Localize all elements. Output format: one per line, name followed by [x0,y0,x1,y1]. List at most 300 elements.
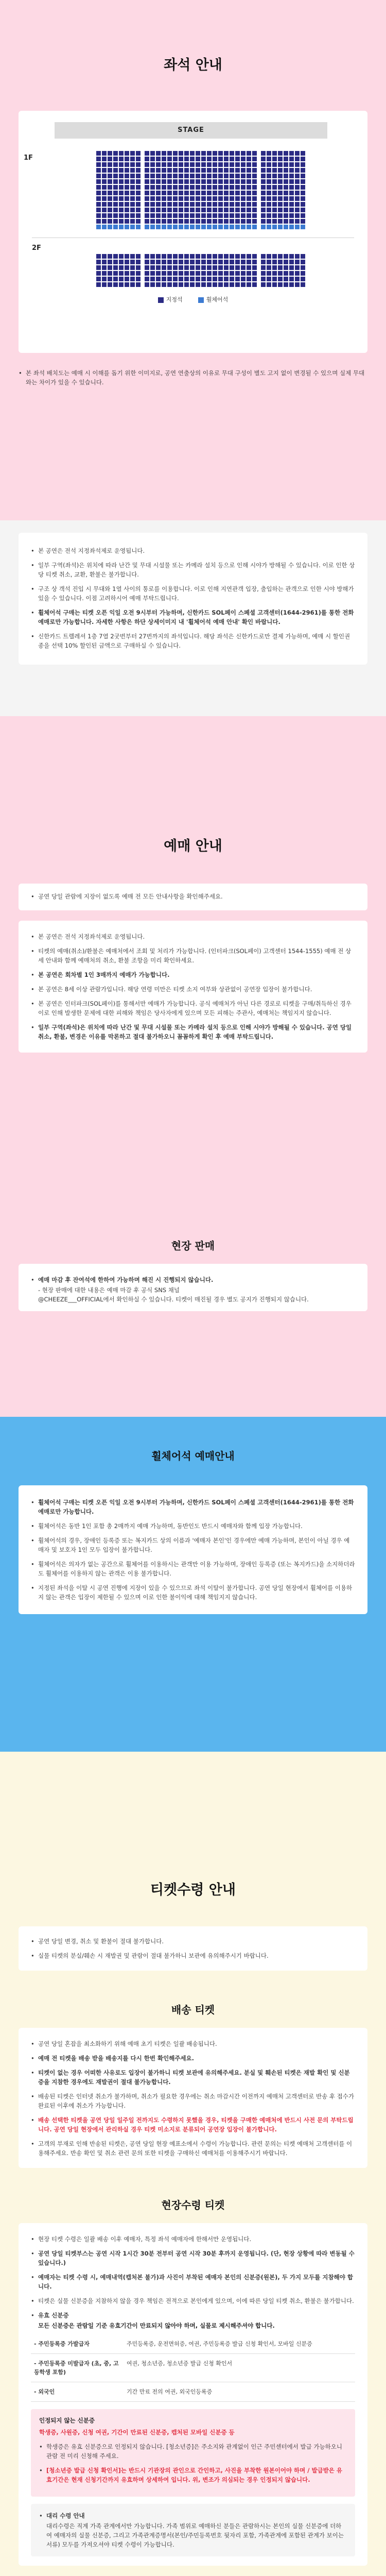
seat [96,271,101,276]
seat [284,254,288,259]
seat-row [47,219,354,224]
seat [96,219,101,224]
seat [136,191,141,195]
seat [213,208,217,212]
seat [241,179,245,184]
seat [241,151,245,156]
seat [284,260,288,264]
seat [167,225,172,229]
seat [173,213,178,218]
seat [247,179,251,184]
seat [267,202,271,207]
seat [235,219,240,224]
seat [136,213,141,218]
seat [196,260,200,264]
seat [150,265,155,270]
seat [218,282,223,287]
seat [261,174,266,178]
seat [241,191,245,195]
seat [173,282,178,287]
seat [167,185,172,190]
seat [196,282,200,287]
seat [224,282,229,287]
seat [252,157,257,161]
seat [252,208,257,212]
seat [201,151,206,156]
seat [301,282,305,287]
seat [179,282,183,287]
seat [201,265,206,270]
seat [284,265,288,270]
seat [130,213,135,218]
seat [207,219,212,224]
seat [173,225,178,229]
seat [213,185,217,190]
seat [96,191,101,195]
seat [150,157,155,161]
delivery-rule-item: • 고객의 부재로 인해 반송된 티켓은, 공연 당일 현장 예표소에서 수령이 가능합니다. 관련 문의는 티켓 예매처 고객센터를 이용해주세요. 반송 확인 및 취소 관련 문의 또한 티켓을 구매하신 예매처를 이용해주시기 바랍니다. [31,2139,355,2158]
seat [190,179,195,184]
seat [173,185,178,190]
seat [224,277,229,281]
seat [252,225,257,229]
seat [156,254,161,259]
seat [235,157,240,161]
seat [184,254,189,259]
seat [108,265,112,270]
seat [184,196,189,201]
seat [295,282,300,287]
seat [136,254,141,259]
seat [224,202,229,207]
seat [261,208,266,212]
seat [113,196,118,201]
seat [252,271,257,276]
seat [145,225,149,229]
seat [145,213,149,218]
seat [184,260,189,264]
seat [224,271,229,276]
seat [130,254,135,259]
seat [156,213,161,218]
seat [136,196,141,201]
seat [113,277,118,281]
seat [119,271,124,276]
seat [184,202,189,207]
seat [247,271,251,276]
seat [108,202,112,207]
seat [301,179,305,184]
seat [213,162,217,167]
seat [113,185,118,190]
seat [190,157,195,161]
seat [145,162,149,167]
seat [230,202,234,207]
seat [190,162,195,167]
seat [241,277,245,281]
seat [130,277,135,281]
booking-rule-item: • 본 공연은 8세 이상 관람가입니다. 해당 연령 미만은 티켓 소지 여부와 상관없이 공연장 입장이 불가합니다. [31,985,355,994]
seat [301,151,305,156]
seat [179,202,183,207]
seat [125,191,129,195]
seat [230,282,234,287]
seat [295,196,300,201]
seat [167,202,172,207]
seat [295,185,300,190]
floor1-seat-map [47,151,354,229]
seat [130,282,135,287]
seat [184,168,189,173]
seat [136,271,141,276]
seat [261,271,266,276]
seat [130,225,135,229]
delivery-rule-item: • 배송된 티켓은 인터넷 취소가 불가하며, 취소가 필요한 경우에는 취소 마감시간 이전까지 예매처 고객센터로 반송 후 접수가 완료된 이후에 취소가 가능합니다. [31,2092,355,2110]
seat [278,225,283,229]
seat [272,265,277,270]
seat-rule-item: • 휠체어석 구매는 티켓 오픈 익일 오전 9시부터 가능하며, 신한카드 SOL페이 스페셜 고객센터(1644-2961)를 통한 전화예매로만 가능합니다. 자세한 사항은 하단 상세이미지 내 '휠체어석 예매 안내' 확인 바랍니다. [31,608,355,626]
seat [201,260,206,264]
seat [173,271,178,276]
seat [173,196,178,201]
seat [130,179,135,184]
seat [278,179,283,184]
seat [207,271,212,276]
seat [130,260,135,264]
seat [119,225,124,229]
seat [207,157,212,161]
seat-row [47,225,354,229]
seat [173,157,178,161]
seat [218,208,223,212]
seat [289,202,294,207]
seat [289,168,294,173]
invalid-id-note: • 학생증은 유효 신분증으로 인정되지 않습니다. [청소년증]은 주소지와 관계없이 인근 주민센터에서 발급 가능하오니 관람 전 미리 신청해 주세요. [39,2442,347,2461]
seat [267,260,271,264]
seat [278,277,283,281]
seat [284,162,288,167]
seat [190,265,195,270]
seat [295,225,300,229]
seat [241,185,245,190]
seat [96,282,101,287]
seat [113,254,118,259]
seat [267,168,271,173]
seat [150,168,155,173]
seat [190,225,195,229]
seat [213,179,217,184]
seat [284,271,288,276]
table-row: - 주민등록증 미발급자 (초, 중, 고등학생 포함) 여권, 청소년증, 청소년증 발급 신청 확인서 [31,2354,355,2382]
seat [162,174,166,178]
seat [272,254,277,259]
seat [190,277,195,281]
seat [272,191,277,195]
seat [252,277,257,281]
seat [301,208,305,212]
seat [162,208,166,212]
seat [113,179,118,184]
seat [173,162,178,167]
seat [247,254,251,259]
seat [241,174,245,178]
seat [218,219,223,224]
seat [295,213,300,218]
seat-row [47,277,354,281]
seat [179,151,183,156]
seat [125,179,129,184]
seat [235,254,240,259]
seat [295,277,300,281]
seat [278,282,283,287]
seat [179,179,183,184]
seat [295,174,300,178]
seat [196,208,200,212]
seat [235,225,240,229]
seat [119,196,124,201]
seat [261,277,266,281]
seat [207,225,212,229]
seat-row [47,168,354,173]
seat [145,219,149,224]
seat [196,225,200,229]
seat [102,277,107,281]
seat [179,191,183,195]
floor2-seat-map [47,254,354,287]
seat [207,168,212,173]
seat [213,260,217,264]
seat [167,277,172,281]
seat [119,208,124,212]
seat [252,202,257,207]
seat [119,254,124,259]
seat [125,265,129,270]
seat [295,219,300,224]
seat [289,196,294,201]
seat [241,168,245,173]
seat [267,208,271,212]
seat [190,196,195,201]
booking-section [0,716,386,1233]
seat [289,260,294,264]
seat [278,254,283,259]
seat [284,277,288,281]
seat [162,213,166,218]
onsite-sale-card [19,1264,367,1311]
seat [102,254,107,259]
seat [247,185,251,190]
seat [241,219,245,224]
seat [145,185,149,190]
seat [136,185,141,190]
seat [179,277,183,281]
seat [136,174,141,178]
seat [230,191,234,195]
seat [167,196,172,201]
id-intro: 모든 신분증은 관람일 기준 유효기간이 만료되지 않아야 하며, 실물로 제시해주셔야 합니다. [38,2322,275,2329]
seat [102,185,107,190]
seat [96,185,101,190]
onsite-sale-section [0,1233,386,1417]
seat [196,271,200,276]
seat [167,179,172,184]
seat [224,174,229,178]
seat [167,282,172,287]
seat [173,208,178,212]
seat [224,191,229,195]
seat [156,260,161,264]
seat [278,213,283,218]
seat [284,168,288,173]
seat [201,196,206,201]
seat [113,219,118,224]
seat [113,208,118,212]
legend-item-wheelchair: 휠체어석 [198,295,229,303]
seat [235,179,240,184]
seat [113,191,118,195]
seat [267,271,271,276]
booking-rule-item: • 일부 구역(좌석)은 위치에 따라 난간 및 무대 시설물 또는 카메라 설치 등으로 인해 시야가 방해될 수 있습니다. 공연 당일 취소, 환불, 변경은 이유를 막론하고 절대 불가하오니 꼼꼼하게 확인 후 예매 부탁드립니다. [31,1023,355,1041]
seat [218,157,223,161]
seat [145,151,149,156]
seat [278,196,283,201]
seat [130,265,135,270]
seat-row [47,179,354,184]
seat [235,151,240,156]
seat-row [47,157,354,161]
seat [173,277,178,281]
seat [196,157,200,161]
stage-label: STAGE [178,126,204,134]
seat [196,174,200,178]
seat [213,265,217,270]
seat [173,151,178,156]
seat [108,219,112,224]
seat [289,151,294,156]
seat [150,254,155,259]
seat-rules-section [0,520,386,716]
seat [184,225,189,229]
seat [247,202,251,207]
onsite-receive-rule-item: • 예매자는 티켓 수령 시, 예매내역(캡처본 불가)과 사진이 부착된 예매자 본인의 신분증(원본), 두 가지 모두를 지참해야 합니다. [31,2273,355,2291]
seat [173,168,178,173]
seat [224,254,229,259]
seat [145,202,149,207]
seat [267,191,271,195]
seat [213,157,217,161]
seat [218,260,223,264]
seat [162,168,166,173]
seat [179,260,183,264]
seat [119,265,124,270]
seat [201,213,206,218]
seat [261,254,266,259]
table-row: - 주민등록증 가발급자 주민등록증, 운전면허증, 여권, 주민등록증 발급 신청 확인서, 모바일 신분증 [31,2334,355,2354]
seat [289,213,294,218]
seat [207,191,212,195]
seat [289,277,294,281]
seat [272,208,277,212]
seat [261,151,266,156]
seat [102,265,107,270]
seat [96,225,101,229]
seat [196,202,200,207]
seat [230,225,234,229]
table-row: - 외국인 기간 만료 전의 여권, 외국인등록증 [31,2382,355,2402]
seat [278,157,283,161]
seat [295,208,300,212]
seat [130,191,135,195]
seat [108,271,112,276]
proxy-receive-title: • 대리 수령 안내 [39,2511,347,2520]
seat [301,191,305,195]
seat [113,213,118,218]
seat [125,168,129,173]
seat [261,157,266,161]
seat [289,219,294,224]
seat [162,277,166,281]
seat [218,185,223,190]
seat [150,174,155,178]
seat [218,202,223,207]
seat [289,254,294,259]
seat [173,191,178,195]
seat [247,265,251,270]
seat [96,260,101,264]
seat [96,277,101,281]
seat [150,162,155,167]
seat [235,185,240,190]
seat [201,208,206,212]
seat [278,271,283,276]
onsite-sale-detail: - 현장 판매에 대한 내용은 예매 마감 후 공식 SNS 채널 @CHEEZE___OFFICIAL에서 확인하실 수 있습니다. 티켓이 매진될 경우 별도 공지가 진행되지 않습니다. [38,1286,309,1303]
seat [190,271,195,276]
seat [247,277,251,281]
booking-rule-item: • 본 공연은 인터파크(SOL페이)를 통해서만 예매가 가능합니다. 공식 예매처가 아닌 다른 경로로 티켓을 구매/취득하신 경우 이로 인해 발생한 문제에 대한 피해와 책임은 당사자에게 있으며 모든 피해는 주관사, 예매처는 책임지지 않습니다. [31,999,355,1018]
seat [102,271,107,276]
seat [162,162,166,167]
seat [136,219,141,224]
seat [252,162,257,167]
seat [267,157,271,161]
seat [267,179,271,184]
seat [278,202,283,207]
seat [272,225,277,229]
seat [184,271,189,276]
seat [125,225,129,229]
seat [272,219,277,224]
seat [96,162,101,167]
seat [119,174,124,178]
seat [207,213,212,218]
seat [173,254,178,259]
proxy-receive-text: 대리수령은 직계 가족 관계에서만 가능합니다. 가족 범위로 예매하신 분들은 관람하시는 본인의 실물 신분증에 더하여 예매자의 실물 신분증, 그리고 가족관계증명서(본인/주민등록번호 뒷자리 포함, 가족관계에 포함된 관계가 보이는 서류) 모두를 가져오셔야 티켓 수령이 가능합니다. [46,2522,344,2548]
seat [284,191,288,195]
seat [235,260,240,264]
seat [113,151,118,156]
delivery-rule-item: • 예매 전 티켓을 배송 받을 배송지를 다시 한번 확인해주세요. [31,2054,355,2063]
seat [125,219,129,224]
seat [230,151,234,156]
seat [241,225,245,229]
seat [201,157,206,161]
seat [289,185,294,190]
seat [108,168,112,173]
seat [213,254,217,259]
seat [261,225,266,229]
seat [278,260,283,264]
seat [184,179,189,184]
